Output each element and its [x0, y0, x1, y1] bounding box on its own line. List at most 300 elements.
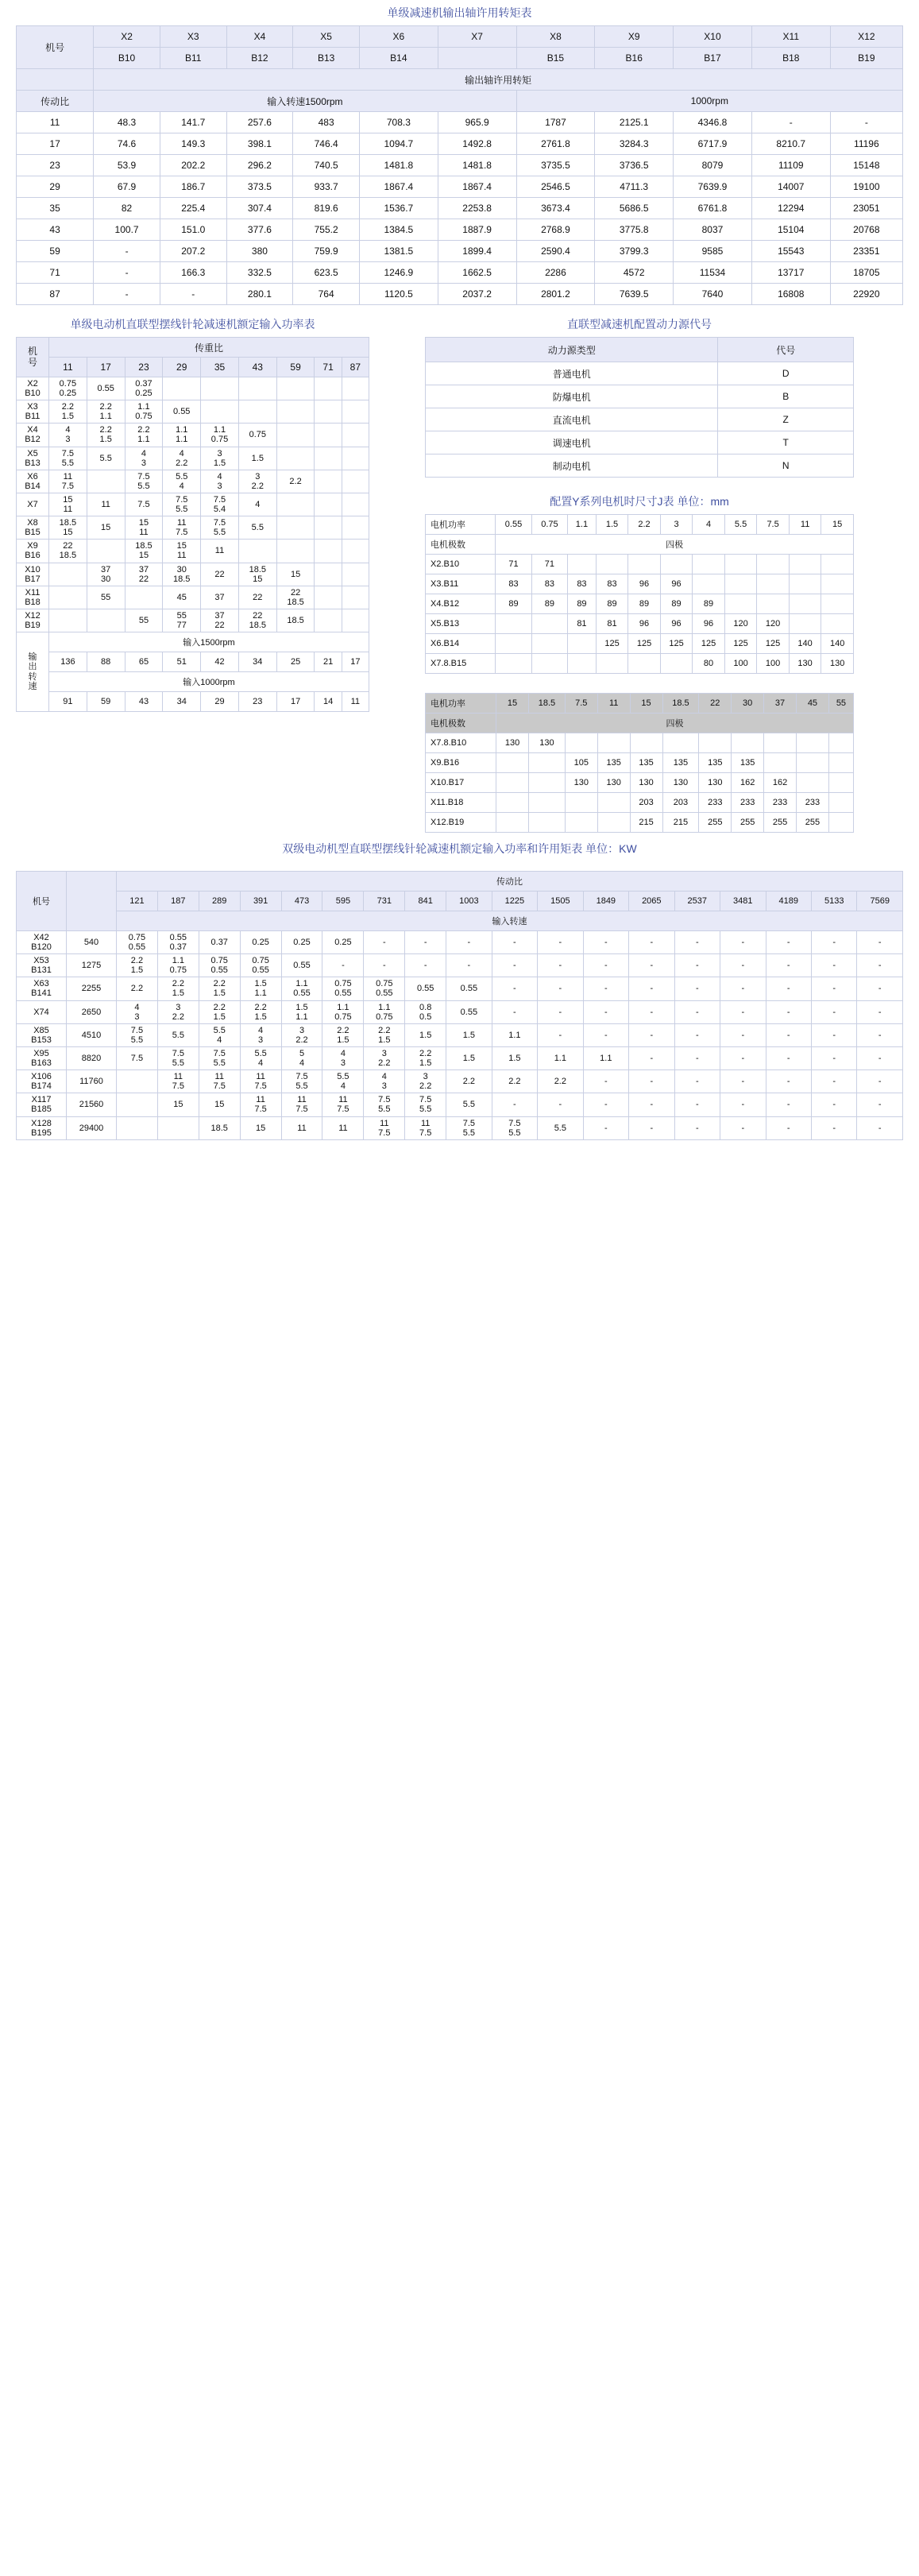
table-cell: -: [857, 1046, 903, 1069]
table-cell: [315, 516, 342, 540]
table-header-cell: 391: [240, 892, 281, 911]
table-header-cell: [438, 48, 516, 69]
table-header-cell: 1225: [492, 892, 537, 911]
table-cell: 5.5: [446, 1093, 492, 1116]
table-cell: -: [720, 1046, 766, 1069]
table-cell: 2801.2: [516, 284, 595, 305]
table-cell: 0.55 0.37: [157, 931, 199, 954]
table-header-cell: B19: [830, 48, 902, 69]
table-cell: [529, 753, 566, 773]
table-header-cell: 0.55: [496, 515, 531, 535]
table-cell: 130: [529, 733, 566, 753]
table-cell: 8210.7: [751, 133, 830, 155]
table-cell: 5686.5: [595, 198, 674, 219]
table-cell: -: [492, 1000, 537, 1023]
table-cell: 71: [496, 555, 531, 574]
table-row: [17, 632, 369, 652]
table-cell: 18.5 15: [49, 516, 87, 540]
table-cell: 11109: [751, 155, 830, 176]
table-cell: 105: [565, 753, 597, 773]
table-header-cell: 55: [828, 694, 853, 714]
table-cell: 11 7.5: [364, 1116, 405, 1139]
table-cell: X74: [17, 1000, 67, 1023]
table-cell: 3799.3: [595, 241, 674, 262]
table-cell: 7640: [674, 284, 752, 305]
table-cell: X5 B13: [17, 447, 49, 470]
table-cell: [315, 377, 342, 400]
table-cell: 5.5 4: [322, 1070, 364, 1093]
table-cell: [342, 424, 369, 447]
table-cell: 7.5 5.5: [125, 470, 163, 493]
table-cell: 0.55: [87, 377, 125, 400]
table-cell: 15148: [830, 155, 902, 176]
table-cell: 14: [315, 692, 342, 712]
table-cell: 调速电机: [426, 431, 718, 454]
table-cell: -: [674, 1116, 720, 1139]
table-cell: [315, 540, 342, 563]
table-cell: 83: [496, 574, 531, 594]
table-cell: -: [405, 954, 446, 977]
table-cell: -: [720, 954, 766, 977]
table-cell: 11 7.5: [240, 1070, 281, 1093]
table-header-cell: 2537: [674, 892, 720, 911]
table-header-cell: 4189: [766, 892, 811, 911]
table-cell: X106 B174: [17, 1070, 67, 1093]
table-cell: 296.2: [226, 155, 293, 176]
table-cell: [201, 400, 239, 424]
table-header-cell: 0.75: [531, 515, 567, 535]
table-cell: 43: [17, 219, 94, 241]
table-motor-dim-j-a: [425, 514, 854, 674]
table-cell: [828, 793, 853, 813]
table-cell: [315, 424, 342, 447]
table-cell: 202.2: [160, 155, 226, 176]
table-cell: -: [674, 954, 720, 977]
table-cell: [693, 555, 725, 574]
table-cell: 37 30: [87, 563, 125, 586]
table-cell: 5.5 4: [199, 1023, 240, 1046]
table-cell: 0.75 0.55: [117, 931, 158, 954]
table-cell: 23: [238, 692, 276, 712]
table-cell: 22 18.5: [49, 540, 87, 563]
table-cell: 759.9: [293, 241, 360, 262]
table-header-cell: B12: [226, 48, 293, 69]
table-cell: 764: [293, 284, 360, 305]
table-cell: 166.3: [160, 262, 226, 284]
table-cell: 2.2 1.5: [87, 424, 125, 447]
table-cell: 215: [662, 813, 699, 833]
table-cell: [789, 594, 821, 614]
table-cell: X9 B16: [17, 540, 49, 563]
table-cell: X11.B18: [426, 793, 496, 813]
table-cell: [276, 400, 315, 424]
table-cell: 280.1: [226, 284, 293, 305]
table-header-cell: X5: [293, 26, 360, 48]
table-cell: X6.B14: [426, 634, 496, 654]
table-cell: 71: [17, 262, 94, 284]
table-cell: 0.25: [281, 931, 322, 954]
table-cell: -: [583, 1023, 628, 1046]
table-header-cell: 输入转速: [117, 911, 903, 931]
table-cell: [276, 516, 315, 540]
table-cell: 74.6: [94, 133, 160, 155]
table-cell: 3 2.2: [238, 470, 276, 493]
table-cell: [276, 377, 315, 400]
table-header-cell: 1000rpm: [516, 91, 902, 112]
table-cell: -: [812, 1093, 857, 1116]
table-cell: -: [812, 1000, 857, 1023]
table-row: [17, 1116, 903, 1139]
table-cell: -: [857, 1070, 903, 1093]
table-cell: [531, 614, 567, 634]
table-cell: 1.1 0.75: [157, 954, 199, 977]
table-cell: -: [629, 1000, 674, 1023]
table-cell: X128 B195: [17, 1116, 67, 1139]
table-cell: 4572: [595, 262, 674, 284]
table-cell: -: [538, 931, 583, 954]
table-row: [426, 614, 854, 634]
table-power-source-code: [425, 337, 854, 478]
table-cell: 0.55: [446, 977, 492, 1000]
table-cell: -: [492, 954, 537, 977]
table-cell: -: [674, 1023, 720, 1046]
table-cell: -: [364, 954, 405, 977]
table-cell: 4 3: [364, 1070, 405, 1093]
table-cell: 11760: [67, 1070, 117, 1093]
table-header-cell: 29: [163, 358, 201, 377]
table-cell: [597, 733, 630, 753]
table-cell: X7.8.B10: [426, 733, 496, 753]
table-cell: 17: [17, 133, 94, 155]
table-cell: [125, 586, 163, 609]
table-cell: 380: [226, 241, 293, 262]
table-cell: 377.6: [226, 219, 293, 241]
table-cell: [628, 555, 661, 574]
table-header-cell: 121: [117, 892, 158, 911]
table-cell: 11: [87, 493, 125, 516]
table-cell: 5.5: [238, 516, 276, 540]
table-header-cell: 电机极数: [426, 535, 496, 555]
table-cell: 0.75 0.55: [322, 977, 364, 1000]
table-header-cell: 5.5: [724, 515, 757, 535]
table-cell: 65: [125, 652, 163, 672]
table-header-cell: 7.5: [757, 515, 790, 535]
table-cell: 233: [732, 793, 764, 813]
table-cell: [732, 733, 764, 753]
table-cell: X53 B131: [17, 954, 67, 977]
table-cell: -: [583, 1093, 628, 1116]
table-cell: [163, 377, 201, 400]
table-cell: -: [766, 931, 811, 954]
table-row: [17, 540, 369, 563]
table-cell: 2.2 1.5: [199, 1000, 240, 1023]
table-cell: -: [720, 1000, 766, 1023]
table-cell: -: [812, 931, 857, 954]
table-cell: 1.1 1.1: [163, 424, 201, 447]
table-header-cell: 7.5: [565, 694, 597, 714]
table-cell: 11 7.5: [163, 516, 201, 540]
table-row: [426, 773, 854, 793]
table-row: [17, 1070, 903, 1093]
table-cell: 22 18.5: [238, 609, 276, 632]
table-header-cell: 731: [364, 892, 405, 911]
table-cell: [342, 447, 369, 470]
table-cell: 0.25: [322, 931, 364, 954]
table-cell: 0.75 0.25: [49, 377, 87, 400]
table-cell: 0.75 0.55: [364, 977, 405, 1000]
table-cell: 125: [628, 634, 661, 654]
table-cell: [797, 753, 829, 773]
table-row: [426, 555, 854, 574]
table-cell: 7.5: [125, 493, 163, 516]
table-cell: 4 2.2: [163, 447, 201, 470]
table-cell: 55: [87, 586, 125, 609]
table-cell: [596, 654, 628, 674]
table-cell: 18.5: [276, 609, 315, 632]
table-header-cell: 15: [821, 515, 854, 535]
table-cell: -: [766, 977, 811, 1000]
table-cell: 15543: [751, 241, 830, 262]
table-cell: -: [94, 262, 160, 284]
table-cell: 87: [17, 284, 94, 305]
table-header-cell: B13: [293, 48, 360, 69]
table-cell: -: [857, 1000, 903, 1023]
table-cell: -: [766, 1023, 811, 1046]
table-cell: 11: [201, 540, 239, 563]
table-cell: [828, 733, 853, 753]
table-cell: 151.0: [160, 219, 226, 241]
table-row: [17, 1093, 903, 1116]
table-cell: [238, 540, 276, 563]
table-row: [426, 594, 854, 614]
table-header-cell: 187: [157, 892, 199, 911]
table-cell: 7.5 5.5: [281, 1070, 322, 1093]
table-cell: -: [160, 284, 226, 305]
table-header-cell: 841: [405, 892, 446, 911]
table-cell: 130: [630, 773, 662, 793]
table-cell: 15 11: [163, 540, 201, 563]
table-cell: 7.5 5.5: [405, 1093, 446, 1116]
table-cell: 5.5: [538, 1116, 583, 1139]
table-cell: -: [583, 931, 628, 954]
table-motor-dim-j-b: [425, 693, 854, 833]
table-cell: [342, 563, 369, 586]
table-cell: 8037: [674, 219, 752, 241]
table-cell: 100: [724, 654, 757, 674]
table-cell: X7.8.B15: [426, 654, 496, 674]
table-cell: [315, 609, 342, 632]
table-row: [17, 241, 903, 262]
table-cell: [529, 813, 566, 833]
table-cell: 输入1000rpm: [49, 672, 369, 692]
table-header-cell: 传重比: [49, 338, 369, 358]
table-cell: X6 B14: [17, 470, 49, 493]
table-header-cell: 22: [699, 694, 732, 714]
table-cell: 96: [693, 614, 725, 634]
table-row: [426, 733, 854, 753]
table-cell: 30 18.5: [163, 563, 201, 586]
table-cell: 3775.8: [595, 219, 674, 241]
table-header-cell: 11: [789, 515, 821, 535]
table-cell: 0.37 0.25: [125, 377, 163, 400]
table-cell: 2286: [516, 262, 595, 284]
table-cell: 15: [199, 1093, 240, 1116]
table-row: [426, 793, 854, 813]
table-header-cell: 7569: [857, 892, 903, 911]
table-cell: 2125.1: [595, 112, 674, 133]
table-header-cell: 2.2: [628, 515, 661, 535]
table-cell: -: [583, 954, 628, 977]
table-cell: [596, 555, 628, 574]
table-cell: 17: [276, 692, 315, 712]
table-row: [17, 1046, 903, 1069]
table-cell: [662, 733, 699, 753]
table-cell: 89: [568, 594, 597, 614]
table-header-cell: 71: [315, 358, 342, 377]
table-cell: -: [629, 1116, 674, 1139]
table-cell: -: [446, 931, 492, 954]
table-cell: -: [492, 931, 537, 954]
table-cell: 59: [87, 692, 125, 712]
table-cell: 15 11: [125, 516, 163, 540]
table-cell: X9.B16: [426, 753, 496, 773]
table-row: [17, 672, 369, 692]
table-cell: [828, 813, 853, 833]
table-cell: 125: [693, 634, 725, 654]
table-cell: -: [857, 1023, 903, 1046]
table-cell: 22: [238, 586, 276, 609]
table-cell: 1.1: [492, 1023, 537, 1046]
table-output-torque: [16, 25, 903, 305]
table-cell: 1.1 0.75: [201, 424, 239, 447]
table-cell: 2.2 1.5: [322, 1023, 364, 1046]
table-cell: 125: [596, 634, 628, 654]
table-cell: X42 B120: [17, 931, 67, 954]
table-cell: 11: [342, 692, 369, 712]
table-cell: -: [492, 977, 537, 1000]
table-cell: 207.2: [160, 241, 226, 262]
table-cell: 89: [596, 594, 628, 614]
table-cell: -: [766, 1000, 811, 1023]
table5-title: 双级电动机型直联型摆线针轮减速机额定输入功率和许用矩表 单位：KW: [282, 842, 637, 855]
table-cell: 15104: [751, 219, 830, 241]
table-cell: [764, 753, 797, 773]
table-cell: -: [812, 1046, 857, 1069]
table-cell: X117 B185: [17, 1093, 67, 1116]
table-cell: 1.5: [238, 447, 276, 470]
table-header-cell: X2: [94, 26, 160, 48]
table-cell: -: [94, 241, 160, 262]
table-cell: 2.2: [538, 1070, 583, 1093]
table-cell: [828, 753, 853, 773]
table-cell: 2.2 1.5: [117, 954, 158, 977]
table-cell: [117, 1093, 158, 1116]
table-header-cell: 18.5: [529, 694, 566, 714]
table-header-cell: 电机功率: [426, 694, 496, 714]
table-cell: 483: [293, 112, 360, 133]
middle-section: [16, 311, 903, 833]
table-cell: 3673.4: [516, 198, 595, 219]
table-row: [17, 133, 903, 155]
table-cell: -: [766, 1093, 811, 1116]
table-cell: [49, 563, 87, 586]
table-row: [17, 447, 369, 470]
table-cell: -: [812, 1023, 857, 1046]
table-cell: 3735.5: [516, 155, 595, 176]
table-cell: 233: [797, 793, 829, 813]
table-header-cell: 15: [630, 694, 662, 714]
table-cell: 233: [699, 793, 732, 813]
table-cell: 1275: [67, 954, 117, 977]
table-header-cell: 45: [797, 694, 829, 714]
table-cell: 15: [276, 563, 315, 586]
table-cell: 120: [757, 614, 790, 634]
table-row: [17, 424, 369, 447]
table-cell: -: [94, 284, 160, 305]
table-cell: 80: [693, 654, 725, 674]
table-header-cell: 3: [660, 515, 693, 535]
table-cell: -: [674, 977, 720, 1000]
table-cell: 3284.3: [595, 133, 674, 155]
table-cell: 51: [163, 652, 201, 672]
table-cell: 9585: [674, 241, 752, 262]
table-cell: 29: [17, 176, 94, 198]
table-cell: 7.5 5.5: [492, 1116, 537, 1139]
table-cell: -: [583, 1116, 628, 1139]
table-cell: [238, 400, 276, 424]
table-cell: 965.9: [438, 112, 516, 133]
table-cell: -: [766, 1116, 811, 1139]
table-cell: 34: [238, 652, 276, 672]
table-cell: [565, 813, 597, 833]
table-cell: 125: [757, 634, 790, 654]
table-cell: [531, 654, 567, 674]
table-cell: 11 7.5: [49, 470, 87, 493]
table-cell: 3 2.2: [157, 1000, 199, 1023]
table-cell: 2650: [67, 1000, 117, 1023]
table-cell: 96: [628, 614, 661, 634]
table-cell: 4 3: [125, 447, 163, 470]
table-header-cell: B16: [595, 48, 674, 69]
table-cell: [87, 540, 125, 563]
table-band-label: [17, 69, 94, 91]
table-cell: 14007: [751, 176, 830, 198]
table-cell: 1094.7: [359, 133, 438, 155]
table-cell: 11 7.5: [240, 1093, 281, 1116]
table-row: [17, 493, 369, 516]
table-cell: 17: [342, 652, 369, 672]
table-cell: 1899.4: [438, 241, 516, 262]
table-cell: 135: [630, 753, 662, 773]
table-cell: [201, 377, 239, 400]
table-cell: 233: [764, 793, 797, 813]
table-cell: -: [583, 977, 628, 1000]
table-row: [17, 176, 903, 198]
table-cell: 19100: [830, 176, 902, 198]
table-cell: 37 22: [201, 609, 239, 632]
table-header-cell: 473: [281, 892, 322, 911]
table-cell: 708.3: [359, 112, 438, 133]
table-cell: 1.1 0.55: [281, 977, 322, 1000]
table-cell: 398.1: [226, 133, 293, 155]
table-cell: 3 1.5: [201, 447, 239, 470]
table-cell: 135: [732, 753, 764, 773]
table-cell: [276, 424, 315, 447]
table-cell: -: [766, 1046, 811, 1069]
table-cell: [49, 586, 87, 609]
table-cell: 2.2 1.5: [157, 977, 199, 1000]
table-cell: 186.7: [160, 176, 226, 198]
